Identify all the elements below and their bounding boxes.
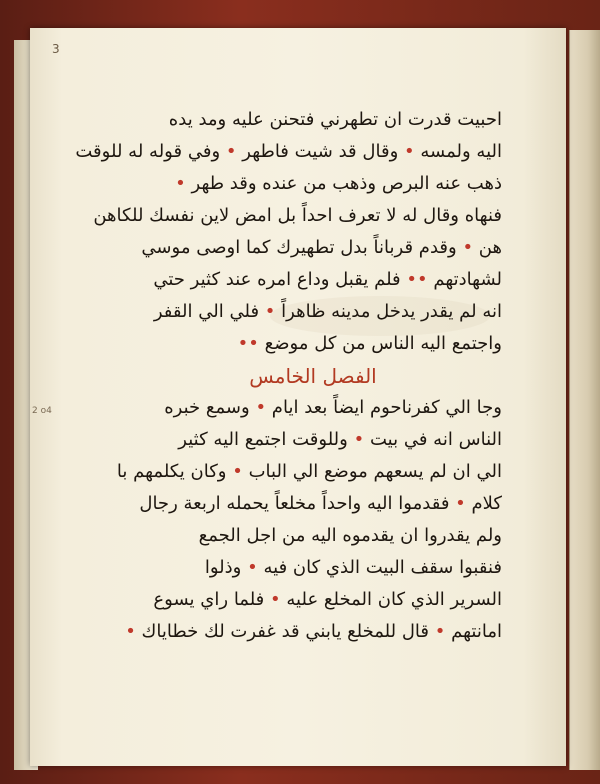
chapter-heading: الفصل الخامس [249,364,377,388]
text-line: اليه ولمسه • وقال قد شيت فاطهر • وفي قوله له للوقت [75,141,502,162]
text-line: ذهب عنه البرص وذهب من عنده وقد طهر • [175,173,502,194]
text-line: وجا الي كفرناحوم ايضا بعد ايام • وسمع خبره [164,397,502,418]
text-line: لشهادتهم •• فلم يقبل وداع امره عند كثير حتي [153,269,502,290]
text-line: فنقبوا سقف البيت الذي كان فيه • وذلوا [204,557,502,578]
text-line: فنهاه وقال له ل تعرف احدا بل امض لين نفسك للكاهن [93,205,502,226]
text-line: انه لم يقدر يدخل مدينه ظاهرا • فلي الي القفر [153,301,502,322]
text-line: السرير الذي كان المخلع عليه • فلما راي يسوع [153,589,502,610]
text-line: هن • وقدم قربانا بدل تطهيرك كما اوصى موسي [141,237,502,258]
manuscript-page [30,28,566,766]
text-block [75,104,502,648]
text-line: امانتهم • قال للمخلع يابني قد غفرت لك خطاياك • [125,621,502,642]
text-line: الناس انه في بيت • وللوقت اجتمع اليه كثير [178,429,502,450]
text-line: كلم • فقدموا اليه واحدا مخلعا يحمله اربعة رجال [139,493,502,514]
text-line: احبيت قدرت ان تطهرني فتحنن عليه ومد يده [168,109,502,130]
text-line: واجتمع اليه الناس من كل موضع •• [237,333,502,354]
folio-number: 3 [52,42,60,56]
margin-note: 2 o4 [32,406,52,416]
text-line: الي ان لم يسعهم موضع الي الباب • وكان يكلمهم با [116,461,502,482]
page-edges [569,30,600,770]
text-line: ولم يقدروا ان يقدموه اليه من اجل الجمع [198,525,502,546]
